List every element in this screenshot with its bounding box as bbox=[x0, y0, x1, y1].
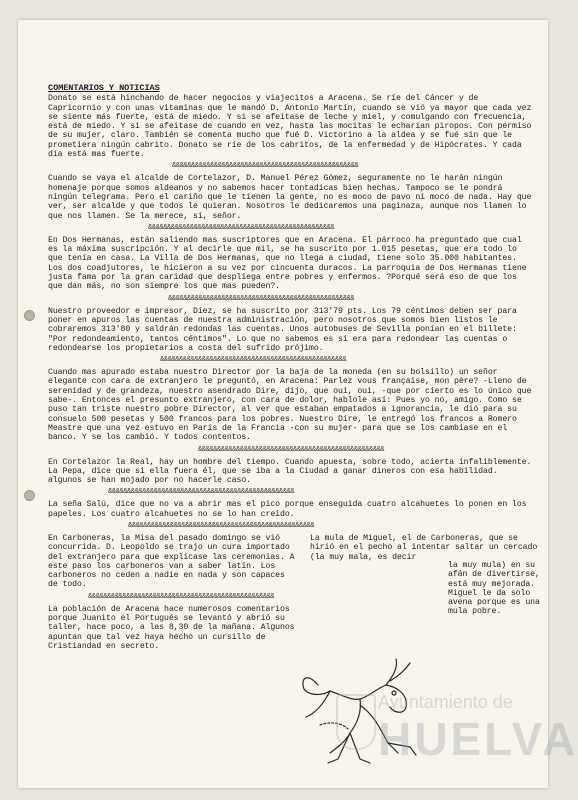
watermark bbox=[336, 688, 578, 788]
separator: &&&&&&&&&&&&&&&&&&&&&&&&&&&&&&&&&&&&&&&&&&&&&&&&& bbox=[88, 592, 275, 601]
left-column bbox=[48, 534, 298, 651]
section-title: COMENTARIOS Y NOTICIAS bbox=[48, 83, 160, 93]
separator: &&&&&&&&&&&&&&&&&&&&&&&&&&&&&&&&&&&&&&&&&&&&&&&&& bbox=[148, 223, 335, 232]
watermark-line2: HUELVA bbox=[378, 713, 578, 765]
separator: &&&&&&&&&&&&&&&&&&&&&&&&&&&&&&&&&&&&&&&&&&&&&&&&& bbox=[108, 488, 295, 497]
paragraph-cortelazor-alcalde: Cuando se vaya el alcalde de Cortelazor, D. Manuel Pérez Gómez, seguramente no le harán ningún homenaje porque somos aldeanos y no sabemos hacer tontadicas bien hechas. Tampoco se le pondrá ningún telegrama. Pero el cariño que le tienen la gente, no es moco de pavo ni moco de nada. Hay que ver, ser alcalde y que todos le quieran. Nosotros le dedicaremos una paginaza, aunque nos llamen lo que nos llamen. Se la merece, sí, señor. bbox=[48, 174, 532, 221]
paragraph-carboneras-misa: En Carboneras, la Misa del pasado domingo se vió concurrida. D. Leopoldo se trajo un cura importado del extranjero para que explicase las ceremonias. A este paso los carboneros van a saber latín. Los carboneros no ceden a nadie en nada y son capaces de todo. bbox=[48, 533, 295, 590]
separator: &&&&&&&&&&&&&&&&&&&&&&&&&&&&&&&&&&&&&&&&&&&&&&&&& bbox=[168, 294, 355, 303]
paragraph-mula-side: la muy mula) en su afán de divertirse, está muy mejorada. Miguel le da solo avena porque es una mula pobre. bbox=[448, 560, 540, 617]
separator: &&&&&&&&&&&&&&&&&&&&&&&&&&&&&&&&&&&&&&&&&&&&&&&&& bbox=[198, 445, 385, 454]
paragraph-sena-salu: La seña Salú, dice que no va a abrir mas el pico porque enseguida cuatro alcahuetes lo ponen en los papeles. Los cuatro alcahuetes no se lo han creido. bbox=[48, 500, 527, 519]
typewritten-page bbox=[18, 20, 578, 788]
punch-hole bbox=[24, 310, 35, 321]
paragraph-director: Cuando mas apurado estaba nuestro Director por la baja de la moneda (en su bolsillo) un señor elegante con cara de extranjero le preguntó, en Aracena: Parlez vous française, mon père? -Lleno de serenidad y de grandeza, nuestro asendrado Dire, dijo, que oui, oui, -que por cierto es lo único que sabe-. Entonces el presunto extranjero, con cara de dolor, hablole así: Pues yo no, amigo. Como se puso tan triste nuestro pobre Director, al ver que estaban empatados a ignorancia, le dió para su consuelo 500 pesetas y 500 francos para los pobres. Nuestro Dire, le entregó los francos a Romero Meastre que una vez estuvo en París de la Francia -con su mujer- para que se los cambiase en el banco. Y se los cambió. Y todos contentos. bbox=[48, 368, 532, 443]
paragraph-juanito: La población de Aracena hace numerosos comentarios porque Juanito el Portugués se levantó y abrió su taller, hace poco, a las 8,30 de la mañana. Algunos apuntan que tal vez haya hecho un cursillo de Cristiandad en secreto. bbox=[48, 604, 295, 651]
paragraph-dos-hermanas: En Dos Hermanas, están saliendo mas suscriptores que en Aracena. El párroco ha preguntado que cual es la máxima suscripción. Y al decirle que mil, se ha suscrito por 1.015 pesetas, que era todo lo que tenía en casa. La Villa de Dos Hermanas, que no llega a ciudad, tiene solo 35.000 habitantes. Los dos coadjutores, le hicieron a su vez por cincuenta duracos. La parroquia de Dos Hermanas tiene justa fama por la gran caridad que despliega entre pobres y enfermos. ?Porqué será eso de que los que dan más, no son siempre los que mas pueden?. bbox=[48, 235, 527, 292]
separator: &&&&&&&&&&&&&&&&&&&&&&&&&&&&&&&&&&&&&&&&&&&&&&&&& bbox=[160, 356, 347, 365]
paragraph-donato: Donato se está hinchando de hacer negocios y viajecitos a Aracena. Se ríe del Cáncer y de Capricornio y con unas vitaminas que le mandó D. Antonio Martín, cuando se vió ya mayor que cada vez se siente más fuerte, está de miedo. Y si se afeitase de leche y miel, y comulgando con frecuencia, está de miedo. Y si se afeitase de cuando en vez, hasta las mocitas le echarían piropos. Con permiso de su mujer, claro. También se comenta mucho que fué D. Victorino a la aldea y se fué sin que le prometiera ningún cabrito. Donato se ríe de los cabritos, de la enfermedad y de Hipócrates. Y cada día está mas fuerte. bbox=[48, 94, 532, 160]
paragraph-proveedor: Nuestro proveedor e impresor, Díez, se ha suscrito por 313'79 pts. Los 79 céntimos deben ser para poner en apuros las cuentas de nuestra administración, pero nosotros que somos bien listos le cobraremos 313'80 y saldrán redondas las cuentas. Unos autobuses de Sevilla ponían en el billete: "Por redondeamiento, tantos céntimos". Lo que no sabemos es si era para redondear las cuentas o redondearse los propietarios a costa del sufrido prójimo. bbox=[48, 306, 517, 353]
crest-icon bbox=[336, 694, 376, 750]
paragraph-mula-top: La mula de Miguel, el de Carboneras, que se hirió en el pecho al intentar saltar un cercado (la muy mala, es decir bbox=[310, 533, 538, 562]
paragraph-hombre-del-tiempo: En Cortelazor la Real, hay un hombre del tiempo. Cuando apuesta, sobre todo, acierta infaliblemente. La Pepa, dice que si ella fuera él, que se iba a la Ciudad a ganar dineros con esa habilidad. algunos se han mojado por no hacerle caso. bbox=[48, 457, 532, 486]
right-column bbox=[310, 533, 540, 617]
watermark-line1: Ayuntamiento de bbox=[378, 692, 513, 712]
punch-hole bbox=[24, 490, 35, 501]
separator: &&&&&&&&&&&&&&&&&&&&&&&&&&&&&&&&&&&&&&&&&&&&&&&&& bbox=[128, 521, 315, 530]
separator: &&&&&&&&&&&&&&&&&&&&&&&&&&&&&&&&&&&&&&&&&&&&&&&&& bbox=[172, 162, 359, 171]
